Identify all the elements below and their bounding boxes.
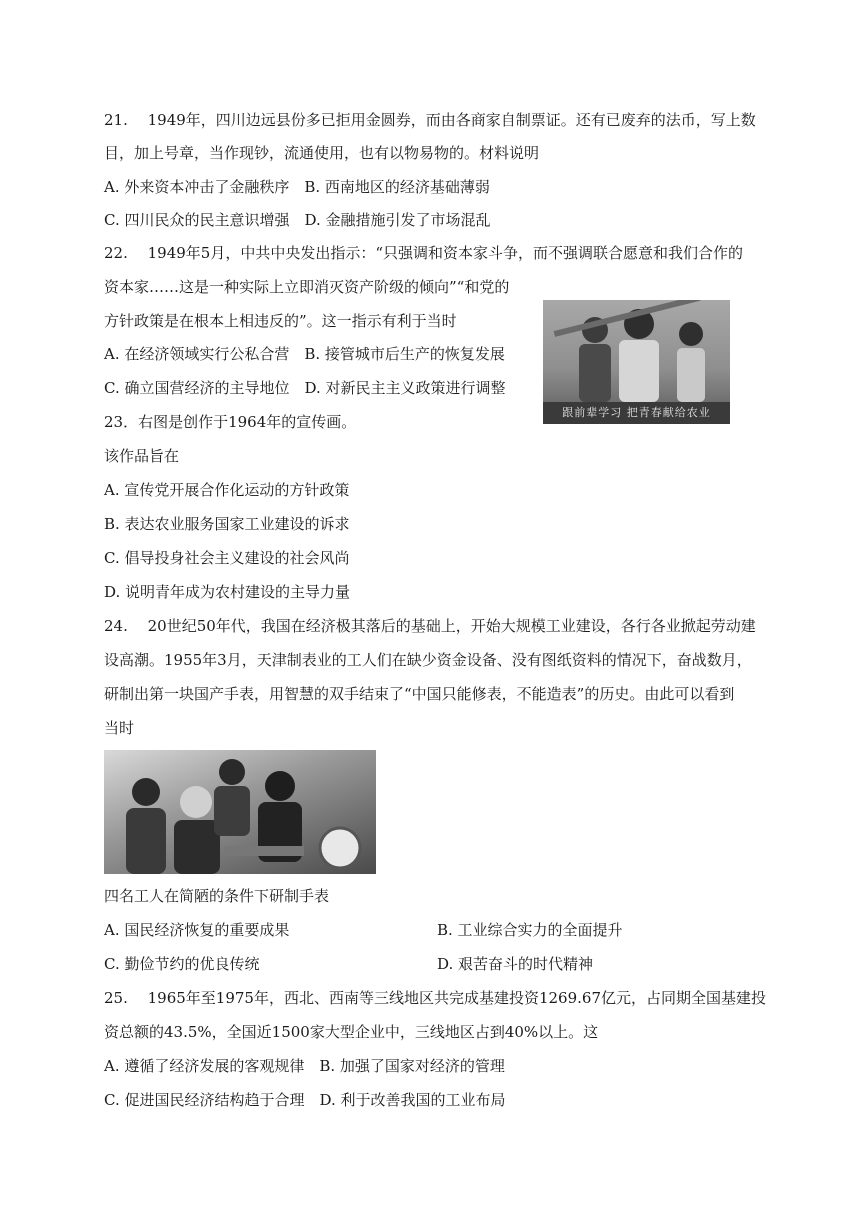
poster-caption: 跟前辈学习 把青春献给农业 [543, 402, 730, 424]
q22-stem-line3: 方针政策是在根本上相违反的”。这一指示有利于当时 [104, 312, 457, 330]
q24-option-a: A. 国民经济恢复的重要成果 [104, 921, 290, 939]
q21-stem-line1: 21. 1949年，四川边远县份多已拒用金圆券，而由各商家自制票证。还有已废弃的法币，写上数 [104, 111, 756, 129]
q22-options-cd: C. 确立国营经济的主导地位 D. 对新民主主义政策进行调整 [104, 379, 506, 397]
q22-stem-line2: 资本家……这是一种实际上立即消灭资产阶级的倾向”“和党的 [104, 278, 510, 296]
q24-stem-line1: 24. 20世纪50年代，我国在经济极其落后的基础上，开始大规模工业建设，各行各业掀起劳动建 [104, 617, 756, 635]
q24-option-b: B. 工业综合实力的全面提升 [437, 921, 623, 939]
q23-option-d: D. 说明青年成为农村建设的主导力量 [104, 583, 351, 601]
q23-stem-line1: 23．右图是创作于1964年的宣传画。 [104, 413, 357, 431]
q24-stem-line4: 当时 [104, 719, 135, 737]
photo-caption: 四名工人在简陋的条件下研制手表 [104, 887, 330, 905]
q21-options-ab: A. 外来资本冲击了金融秩序 B. 西南地区的经济基础薄弱 [104, 178, 490, 196]
poster-figures [543, 300, 730, 402]
q25-stem-line2: 资总额的43.5%，全国近1500家大型企业中，三线地区占到40%以上。这 [104, 1023, 599, 1041]
q21-stem-line2: 目，加上号章，当作现钞，流通使用，也有以物易物的。材料说明 [104, 144, 540, 162]
q24-option-c: C. 勤俭节约的优良传统 [104, 955, 260, 973]
q21-options-cd: C. 四川民众的民主意识增强 D. 金融措施引发了市场混乱 [104, 211, 491, 229]
q23-option-a: A. 宣传党开展合作化运动的方针政策 [104, 481, 350, 499]
q23-option-b: B. 表达农业服务国家工业建设的诉求 [104, 515, 350, 533]
q24-option-d: D. 艰苦奋斗的时代精神 [437, 955, 594, 973]
propaganda-poster-image [543, 300, 730, 424]
q23-stem-line2: 该作品旨在 [104, 447, 180, 465]
q25-options-ab: A. 遵循了经济发展的客观规律 B. 加强了国家对经济的管理 [104, 1057, 505, 1075]
q22-stem-line1: 22. 1949年5月，中共中央发出指示：“只强调和资本家斗争，而不强调联合愿意和我们合作的 [104, 244, 744, 262]
q24-stem-line3: 研制出第一块国产手表，用智慧的双手结束了“中国只能修表，不能造表”的历史。由此可以看到 [104, 685, 735, 703]
q25-options-cd: C. 促进国民经济结构趋于合理 D. 利于改善我国的工业布局 [104, 1091, 506, 1109]
workers-photo-image [104, 750, 376, 874]
photo-figures [104, 750, 376, 874]
q25-stem-line1: 25. 1965年至1975年，西北、西南等三线地区共完成基建投资1269.67亿元，占同期全国基建投 [104, 989, 767, 1007]
q24-stem-line2: 设高潮。1955年3月，天津制表业的工人们在缺少资金设备、没有图纸资料的情况下，奋战数月， [104, 651, 752, 669]
q22-options-ab: A. 在经济领域实行公私合营 B. 接管城市后生产的恢复发展 [104, 345, 505, 363]
q23-option-c: C. 倡导投身社会主义建设的社会风尚 [104, 549, 350, 567]
